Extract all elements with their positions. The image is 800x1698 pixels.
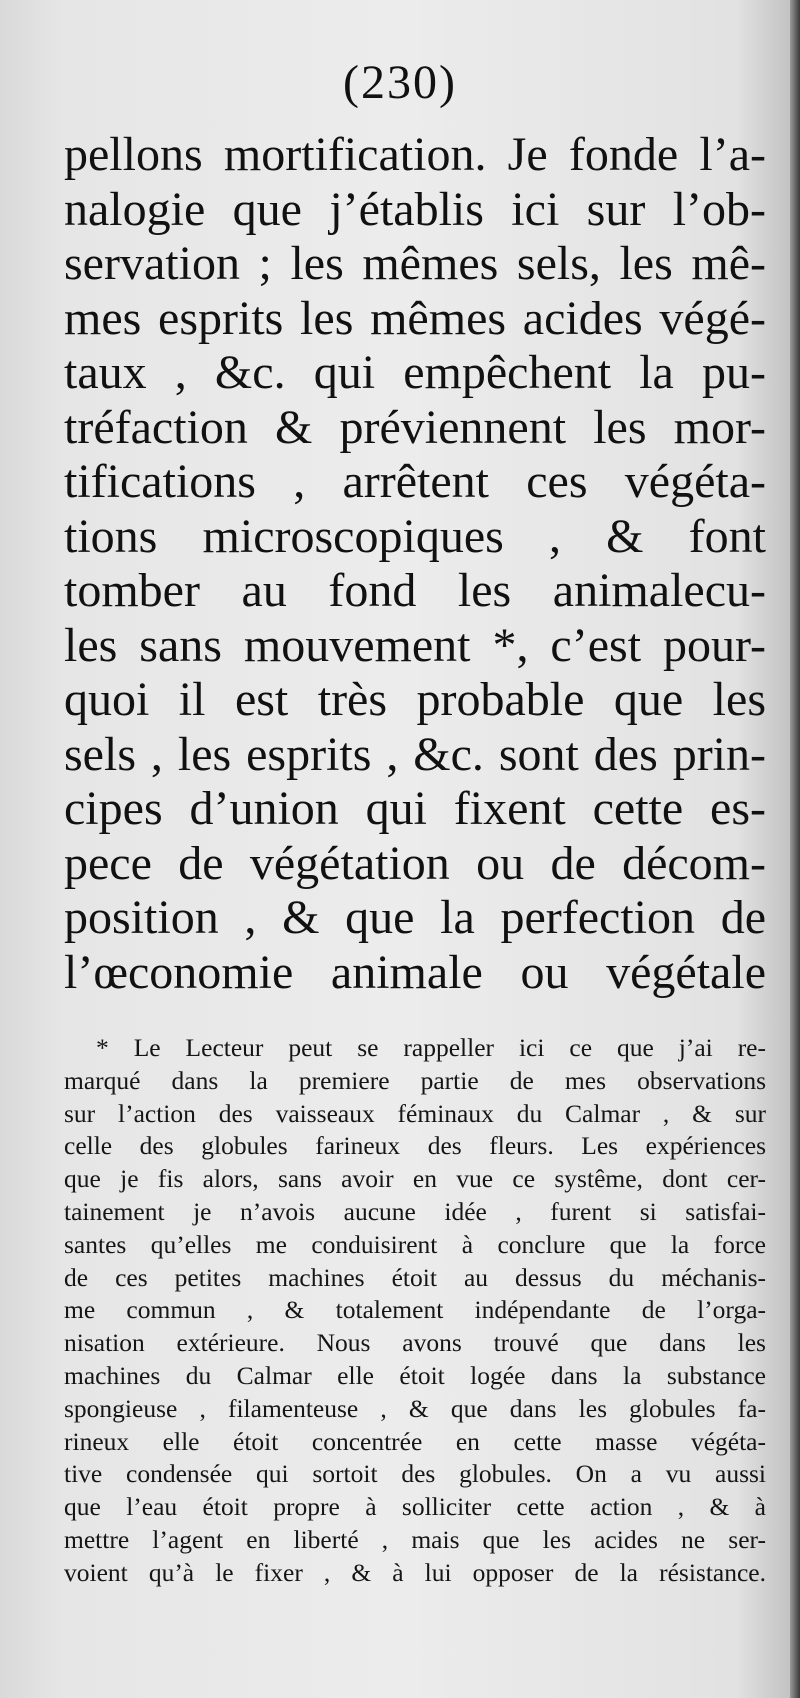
body-line: sels , les esprits , &c. sont des prin- <box>64 727 766 781</box>
page-gutter-shadow <box>790 0 800 1698</box>
footnote-line: de ces petites machines étoit au dessus du méchanis- <box>64 1262 766 1292</box>
body-line: tréfaction & préviennent les mor- <box>64 400 766 454</box>
footnote-line: nisation extérieure. Nous avons trouvé que dans les <box>64 1328 766 1358</box>
footnote-line: voient qu’à le fixer , & à lui opposer de la résistance. <box>64 1557 766 1587</box>
body-line: tions microscopiques , & font <box>64 509 766 563</box>
footnote-line: que l’eau étoit propre à solliciter cette action , & à <box>64 1492 766 1522</box>
footnote-line: tive condensée qui sortoit des globules. On a vu aussi <box>64 1459 766 1489</box>
body-line: l’œconomie animale ou végétale <box>64 945 766 999</box>
footnote-line: tainement je n’avois aucune idée , furent si satisfai- <box>64 1196 766 1226</box>
footnote-line: spongieuse , filamenteuse , & que dans les globules fa- <box>64 1393 766 1423</box>
body-line: tifications , arrêtent ces végéta- <box>64 455 766 508</box>
body-text <box>64 128 766 1000</box>
body-line: tomber au fond les animalecu- <box>64 564 766 617</box>
body-line: les sans mouvement *, c’est pour- <box>64 618 766 672</box>
footnote-line: marqué dans la premiere partie de mes observations <box>64 1065 766 1095</box>
body-line: quoi il est très probable que les <box>64 673 766 726</box>
body-line: servation ; les mêmes sels, les mê- <box>64 237 766 290</box>
footnote-line: sur l’action des vaisseaux féminaux du Calmar , & sur <box>64 1098 766 1128</box>
body-line: pellons mortification. Je fonde l’a- <box>64 128 766 181</box>
footnote-line: rineux elle étoit concentrée en cette masse végéta- <box>64 1426 766 1456</box>
footnote-line: celle des globules farineux des fleurs. Les expériences <box>64 1131 766 1161</box>
footnote <box>64 1032 766 1590</box>
body-line: nalogie que j’établis ici sur l’ob- <box>64 182 766 236</box>
footnote-line: que je fis alors, sans avoir en vue ce systême, dont cer- <box>64 1164 766 1194</box>
footnote-line: * Le Lecteur peut se rappeller ici ce que j’ai re- <box>96 1033 766 1062</box>
footnote-line: mettre l’agent en liberté , mais que les acides ne ser- <box>64 1524 766 1554</box>
body-line: position , & que la perfection de <box>64 891 766 944</box>
body-line: mes esprits les mêmes acides végé- <box>64 291 766 345</box>
footnote-line: santes qu’elles me conduisirent à conclure que la force <box>64 1229 766 1259</box>
body-line: cipes d’union qui fixent cette es- <box>64 782 766 835</box>
page-number: (230) <box>343 56 457 109</box>
body-line: taux , &c. qui empêchent la pu- <box>64 346 766 399</box>
body-line: pece de végétation ou de décom- <box>64 836 766 890</box>
footnote-line: me commun , & totalement indépendante de l’orga- <box>64 1295 766 1325</box>
footnote-line: machines du Calmar elle étoit logée dans la substance <box>64 1360 766 1390</box>
